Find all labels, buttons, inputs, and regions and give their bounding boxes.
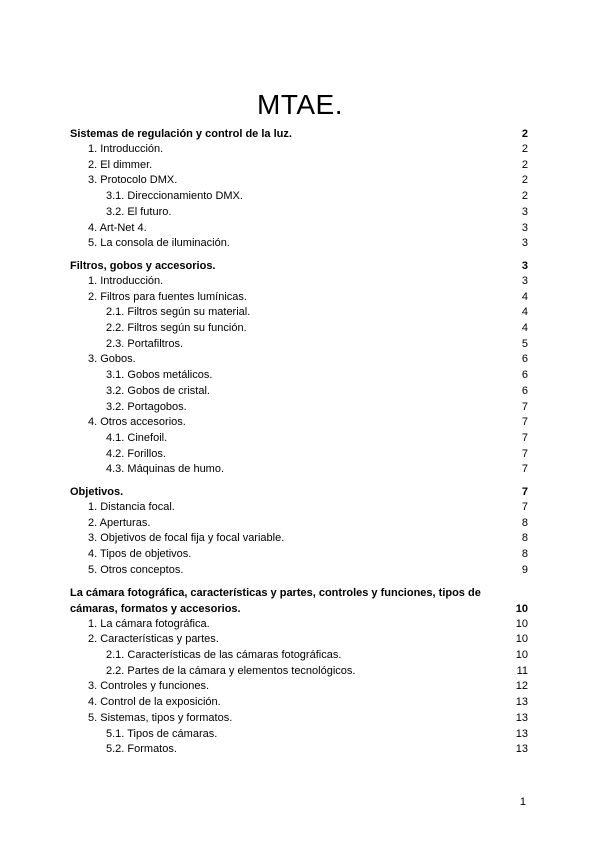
toc-entry-title: 3.2. Portagobos.	[106, 400, 187, 413]
toc-entry-title: 4. Tipos de objetivos.	[88, 548, 192, 561]
toc-entry-page: 6	[521, 353, 528, 366]
toc-entry[interactable]	[70, 531, 528, 547]
toc-entry-title: 3.1. Direccionamiento DMX.	[106, 190, 243, 203]
toc-entry-title: 1. Distancia focal.	[88, 501, 175, 514]
toc-entry-page: 10	[515, 633, 528, 646]
toc-entry-page: 13	[515, 743, 528, 756]
toc-entry-title: 1. Introducción.	[88, 143, 164, 155]
toc-section-title: Objetivos.	[70, 486, 124, 499]
toc-section-heading[interactable]	[70, 126, 528, 142]
toc-entry-title: 5.1. Tipos de cámaras.	[106, 727, 218, 740]
toc-entry[interactable]	[70, 173, 528, 189]
toc-entry-page: 3	[521, 221, 528, 234]
toc-entry[interactable]	[70, 321, 528, 337]
toc-entry[interactable]	[70, 695, 528, 711]
toc-entry-title: 3.1. Gobos metálicos.	[106, 369, 213, 382]
toc-entry-title: 4. Control de la exposición.	[88, 696, 221, 709]
toc-section-title: Filtros, gobos y accesorios.	[70, 259, 216, 272]
toc-entry-page: 6	[521, 384, 528, 397]
toc-entry-title: 5. La consola de iluminación.	[88, 237, 230, 250]
toc-entry-page: 11	[516, 664, 528, 677]
toc-entry-page: 7	[521, 447, 528, 460]
toc-entry[interactable]	[70, 384, 528, 400]
toc-entry-title: 4. Otros accesorios.	[88, 416, 186, 429]
toc-section-title: La cámara fotográfica, características y partes, controles y funciones, tipos de cámaras, formatos y accesorios.	[70, 586, 481, 615]
toc-entry-page: 4	[521, 306, 528, 319]
toc-section-heading[interactable]	[70, 258, 528, 274]
toc-entry[interactable]	[70, 352, 528, 368]
toc-entry-page: 2	[521, 190, 528, 203]
toc-entry-title: 2.2. Partes de la cámara y elementos tecnológicos.	[106, 664, 356, 677]
toc-entry[interactable]	[70, 158, 528, 174]
toc-entry-title: 4.2. Forillos.	[106, 447, 166, 460]
toc-entry[interactable]	[70, 368, 528, 384]
toc-section	[70, 585, 528, 758]
toc-entry[interactable]	[70, 290, 528, 306]
toc-entry-page: 2	[521, 158, 528, 171]
toc-entry[interactable]	[70, 727, 528, 743]
toc-entry-title: 2. Filtros para fuentes lumínicas.	[88, 290, 247, 303]
toc-entry-title: 2. Aperturas.	[88, 516, 151, 529]
toc-entry-page: 12	[515, 680, 528, 693]
toc-entry-title: 5. Otros conceptos.	[88, 563, 184, 576]
toc-entry-page: 7	[521, 416, 528, 429]
toc-entry-page: 13	[515, 696, 528, 709]
toc-entry[interactable]	[70, 547, 528, 563]
toc-section-heading[interactable]	[70, 484, 528, 500]
toc-entry-page: 10	[515, 648, 528, 661]
toc-section-page: 7	[521, 486, 528, 499]
toc-section	[70, 126, 528, 252]
toc-entry[interactable]	[70, 664, 528, 680]
toc-entry[interactable]	[70, 431, 528, 447]
toc-entry-title: 5. Sistemas, tipos y formatos.	[88, 711, 233, 724]
toc-entry-page: 9	[521, 563, 528, 576]
toc-entry[interactable]	[70, 711, 528, 727]
toc-entry-title: 2.2. Filtros según su función.	[106, 322, 247, 335]
toc-entry[interactable]	[70, 337, 528, 353]
toc-entry-page: 3	[521, 237, 528, 250]
toc-entry-page: 2	[521, 143, 528, 155]
toc-entry-page: 4	[521, 322, 528, 335]
toc-section-page: 3	[521, 259, 528, 272]
toc-entry-title: 2.3. Portafiltros.	[106, 337, 184, 350]
toc-entry-title: 2.1. Filtros según su material.	[106, 306, 251, 319]
toc-entry[interactable]	[70, 221, 528, 237]
toc-entry-title: 3. Objetivos de focal fija y focal variable.	[88, 532, 285, 545]
toc-section-title: Sistemas de regulación y control de la luz.	[70, 128, 292, 140]
toc-entry-page: 13	[515, 727, 528, 740]
toc-entry[interactable]	[70, 648, 528, 664]
toc-entry-page: 7	[521, 431, 528, 444]
toc-entry-page: 7	[521, 501, 528, 514]
toc-section-page: 10	[515, 602, 528, 615]
toc-entry-title: 4.1. Cinefoil.	[106, 431, 168, 444]
toc-entry[interactable]	[70, 205, 528, 221]
toc-entry[interactable]	[70, 447, 528, 463]
toc-entry[interactable]	[70, 563, 528, 579]
toc-entry[interactable]	[70, 462, 528, 478]
toc-section	[70, 258, 528, 478]
document-title: MTAE.	[257, 88, 343, 120]
toc-entry-title: 4.3. Máquinas de humo.	[106, 463, 225, 476]
toc-entry[interactable]	[70, 742, 528, 758]
toc-entry-title: 3. Controles y funciones.	[88, 680, 210, 693]
toc-entry-page: 10	[515, 617, 528, 630]
toc-entry[interactable]	[70, 400, 528, 416]
toc-entry-page: 8	[521, 516, 528, 529]
toc-entry[interactable]	[70, 679, 528, 695]
table-of-contents	[70, 126, 528, 764]
toc-section	[70, 484, 528, 579]
toc-entry[interactable]	[70, 236, 528, 252]
toc-entry-title: 3. Gobos.	[88, 353, 136, 366]
toc-entry[interactable]	[70, 415, 528, 431]
toc-entry-title: 4. Art-Net 4.	[88, 221, 147, 234]
toc-entry-title: 3. Protocolo DMX.	[88, 174, 178, 187]
toc-entry[interactable]	[70, 516, 528, 532]
toc-entry-title: 5.2. Formatos.	[106, 743, 177, 756]
toc-entry-page: 3	[521, 205, 528, 218]
toc-entry-page: 7	[521, 400, 528, 413]
toc-entry[interactable]	[70, 305, 528, 321]
page-number: 1	[519, 796, 526, 808]
toc-entry-page: 2	[521, 174, 528, 187]
toc-entry[interactable]	[70, 617, 528, 633]
toc-entry-title: 1. Introducción.	[88, 274, 164, 287]
toc-entry-page: 6	[521, 369, 528, 382]
toc-entry-title: 2. El dimmer.	[88, 158, 153, 171]
toc-entry-page: 8	[521, 532, 528, 545]
toc-entry-page: 13	[515, 711, 528, 724]
toc-section-page: 2	[521, 128, 528, 140]
toc-entry[interactable]	[70, 189, 528, 205]
toc-entry-page: 4	[521, 290, 528, 303]
toc-entry[interactable]	[70, 632, 528, 648]
toc-entry-title: 2. Características y partes.	[88, 633, 219, 646]
toc-entry-title: 1. La cámara fotográfica.	[88, 617, 210, 630]
toc-entry-title: 2.1. Características de las cámaras fotográficas.	[106, 648, 342, 661]
toc-entry[interactable]	[70, 142, 528, 158]
toc-entry-page: 3	[521, 274, 528, 287]
toc-entry-page: 8	[521, 548, 528, 561]
toc-entry[interactable]	[70, 274, 528, 290]
toc-entry-title: 3.2. El futuro.	[106, 205, 172, 218]
toc-entry[interactable]	[70, 500, 528, 516]
toc-entry-page: 5	[521, 337, 528, 350]
toc-entry-page: 7	[521, 463, 528, 476]
toc-entry-title: 3.2. Gobos de cristal.	[106, 384, 210, 397]
toc-section-heading[interactable]	[70, 585, 528, 617]
